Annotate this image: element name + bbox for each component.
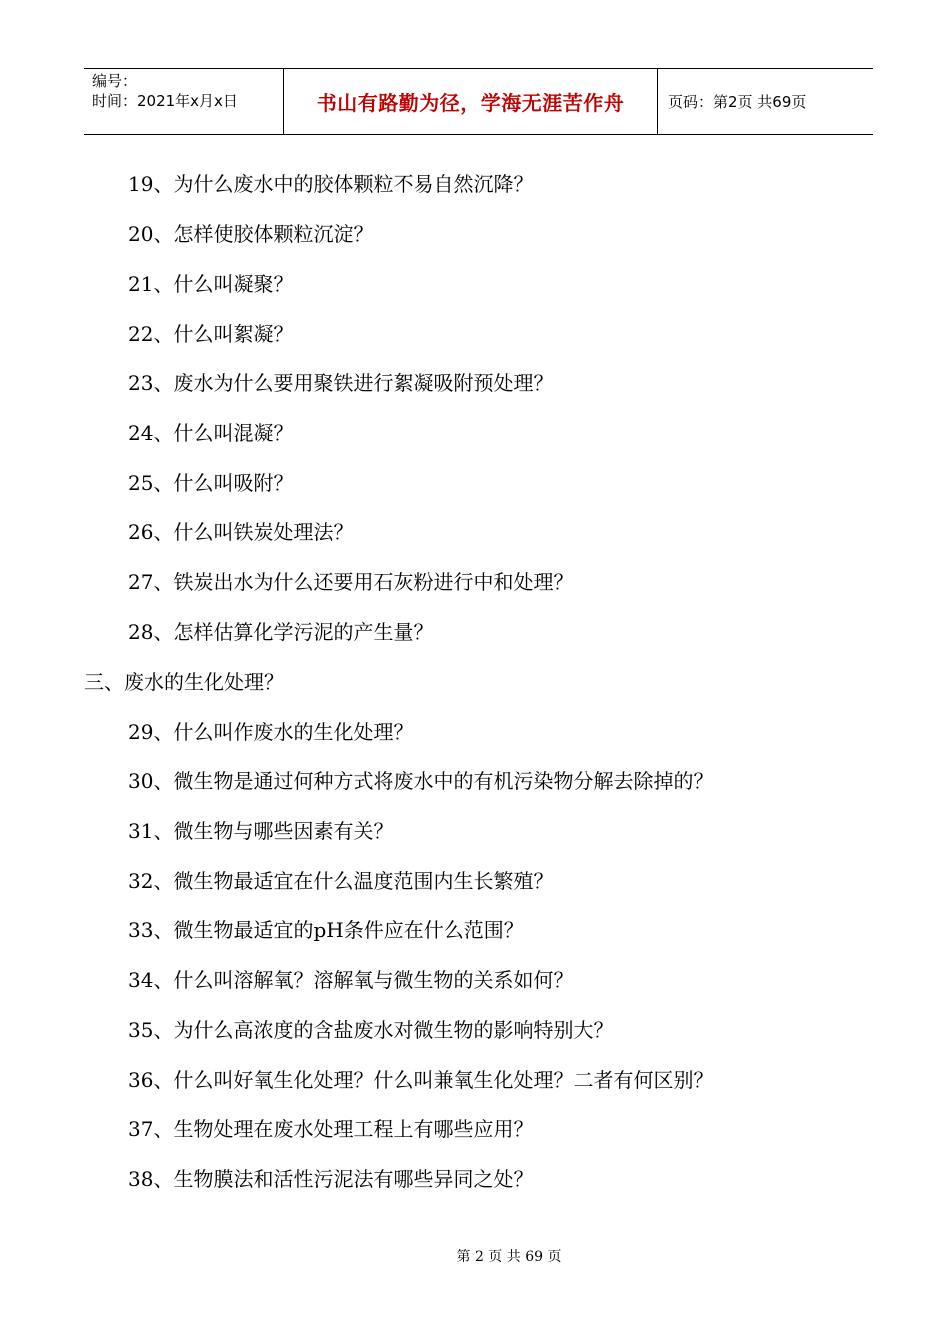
list-item: 30、微生物是通过何种方式将废水中的有机污染物分解去除掉的？ — [128, 769, 714, 793]
list-item: 33、微生物最适宜的pH条件应在什么范围？ — [128, 918, 524, 942]
list-item: 21、什么叫凝聚？ — [128, 272, 294, 296]
list-item: 25、什么叫吸附？ — [128, 471, 294, 495]
list-item: 28、怎样估算化学污泥的产生量？ — [128, 620, 434, 644]
list-item: 38、生物膜法和活性污泥法有哪些异同之处？ — [128, 1167, 534, 1191]
page-footer: 第 2 页 共 69 页 — [456, 1249, 562, 1265]
page-header — [84, 68, 873, 135]
list-item: 19、为什么废水中的胶体颗粒不易自然沉降？ — [128, 172, 534, 196]
list-item: 37、生物处理在废水处理工程上有哪些应用？ — [128, 1117, 534, 1141]
list-item: 31、微生物与哪些因素有关？ — [128, 819, 394, 843]
list-item: 36、什么叫好氧生化处理？什么叫兼氧生化处理？二者有何区别？ — [128, 1068, 714, 1092]
header-page-info: 页码：第2页 共69页 — [668, 93, 807, 111]
list-item: 34、什么叫溶解氧？溶解氧与微生物的关系如何？ — [128, 968, 574, 992]
list-item: 20、怎样使胶体颗粒沉淀？ — [128, 222, 374, 246]
list-item: 22、什么叫絮凝？ — [128, 322, 294, 346]
header-number-label: 编号： — [92, 72, 138, 90]
list-item: 35、为什么高浓度的含盐废水对微生物的影响特别大？ — [128, 1018, 614, 1042]
section-heading: 三、废水的生化处理？ — [84, 670, 284, 694]
list-item: 26、什么叫铁炭处理法？ — [128, 520, 354, 544]
header-meta — [84, 69, 284, 134]
header-time-label: 时间：2021年x月x日 — [92, 92, 238, 110]
list-item: 23、废水为什么要用聚铁进行絮凝吸附预处理？ — [128, 371, 554, 395]
list-item: 32、微生物最适宜在什么温度范围内生长繁殖？ — [128, 869, 554, 893]
list-item: 27、铁炭出水为什么还要用石灰粉进行中和处理？ — [128, 570, 574, 594]
list-item: 29、什么叫作废水的生化处理？ — [128, 720, 414, 744]
header-motto: 书山有路勤为径，学海无涯苦作舟 — [284, 69, 658, 134]
list-item: 24、什么叫混凝？ — [128, 421, 294, 445]
